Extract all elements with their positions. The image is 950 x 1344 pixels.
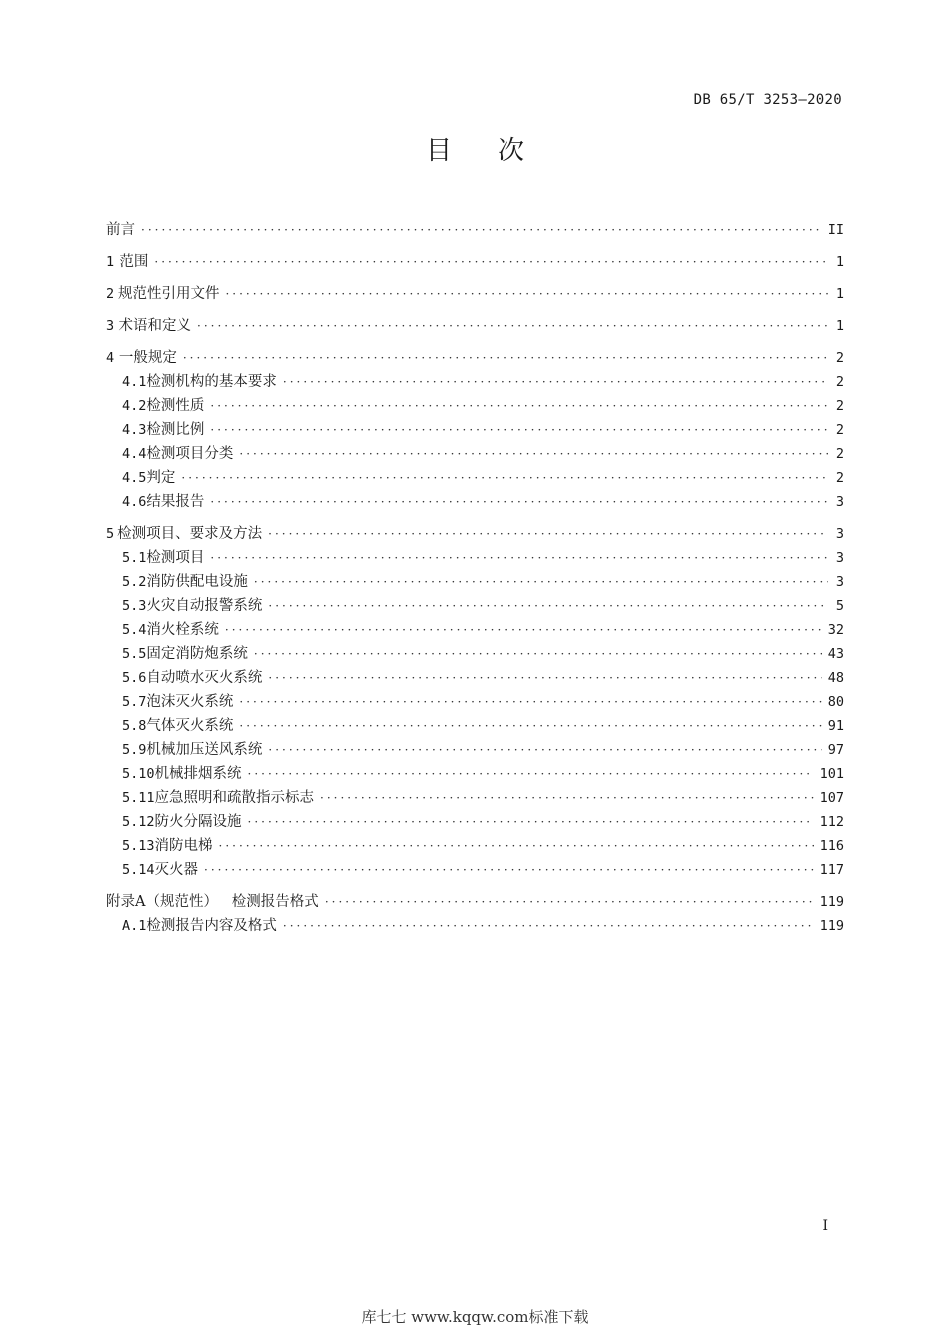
toc-entry[interactable]: [106, 618, 844, 642]
toc-entry-page: 101: [819, 766, 844, 782]
toc-entry-page: 97: [827, 742, 844, 758]
toc-entry[interactable]: [106, 218, 844, 242]
toc-entry-label: 术语和定义: [118, 318, 192, 334]
toc-entry-label: 防火分隔设施: [154, 814, 242, 830]
toc-entry-page: II: [827, 222, 844, 238]
toc-entry-label: 自动喷水灭火系统: [146, 670, 263, 686]
toc-entry-page: 1: [835, 254, 844, 270]
toc-leader-dots: [239, 714, 821, 738]
toc-entry-label: 火灾自动报警系统: [146, 598, 263, 614]
toc-entry-page: 107: [819, 790, 844, 806]
toc-entry-label: 消防电梯: [154, 838, 213, 854]
toc-entry-page: 1: [835, 318, 844, 334]
toc-entry-page: 116: [819, 838, 844, 854]
toc-entry[interactable]: [106, 250, 844, 274]
toc-entry-label: 消防供配电设施: [146, 574, 248, 590]
toc-entry-label: 检测比例: [146, 422, 205, 438]
toc-leader-dots: [268, 666, 821, 690]
toc-entry-label: 泡沫灭火系统: [146, 694, 234, 710]
toc-entry-page: 32: [827, 622, 844, 638]
toc-leader-dots: [219, 834, 814, 858]
toc-leader-dots: [183, 346, 828, 370]
toc-entry-page: 3: [835, 550, 844, 566]
toc-entry-page: 43: [827, 646, 844, 662]
toc-entry[interactable]: [106, 442, 844, 466]
page-title: 目次: [425, 136, 570, 166]
toc-leader-dots: [210, 490, 828, 514]
toc-entry-number: 5.10: [122, 766, 155, 782]
toc-entry[interactable]: [106, 418, 844, 442]
toc-entry-number: 5.6: [122, 670, 147, 686]
toc-entry-label: 附录A（规范性） 检测报告格式: [106, 894, 319, 910]
toc-entry-page: 2: [835, 470, 844, 486]
toc-leader-dots: [254, 642, 822, 666]
toc-entry-number: 4.6: [122, 494, 147, 510]
toc-leader-dots: [225, 618, 822, 642]
toc-entry-number: 4.2: [122, 398, 147, 414]
toc-leader-dots: [268, 522, 828, 546]
toc-entry-page: 91: [827, 718, 844, 734]
toc-entry-label: 一般规定: [118, 350, 177, 366]
toc-entry-label: 检测项目: [146, 550, 205, 566]
toc-entry-number: 5.9: [122, 742, 147, 758]
toc-leader-dots: [325, 890, 814, 914]
toc-leader-dots: [239, 442, 828, 466]
toc-entry-page: 112: [819, 814, 844, 830]
toc-entry-number: 5.12: [122, 814, 155, 830]
toc-entry-label: 判定: [146, 470, 176, 486]
table-of-contents: [106, 218, 844, 938]
toc-entry[interactable]: [106, 394, 844, 418]
toc-entry-number: 4.1: [122, 374, 147, 390]
toc-entry-page: 2: [835, 374, 844, 390]
toc-entry-page: 5: [835, 598, 844, 614]
toc-entry-number: 4.3: [122, 422, 147, 438]
toc-leader-dots: [268, 594, 828, 618]
toc-entry[interactable]: [106, 346, 844, 370]
toc-entry-page: 2: [835, 398, 844, 414]
toc-entry-number: 5.2: [122, 574, 147, 590]
toc-entry-number: 5.1: [122, 550, 147, 566]
toc-leader-dots: [204, 858, 814, 882]
toc-entry-number: 5.11: [122, 790, 155, 806]
toc-entry-number: 5.13: [122, 838, 155, 854]
toc-entry[interactable]: [106, 594, 844, 618]
toc-entry[interactable]: [106, 370, 844, 394]
toc-entry-label: 范围: [119, 254, 149, 270]
toc-entry-page: 2: [835, 350, 844, 366]
toc-entry[interactable]: [106, 738, 844, 762]
toc-entry-number: 4.4: [122, 446, 147, 462]
toc-entry-label: 固定消防炮系统: [146, 646, 248, 662]
toc-leader-dots: [254, 570, 828, 594]
toc-entry-label: 前言: [106, 222, 135, 238]
toc-entry-number: 5.5: [122, 646, 147, 662]
toc-entry-label: 机械加压送风系统: [146, 742, 263, 758]
toc-entry-page: 119: [819, 918, 844, 934]
toc-entry-page: 2: [835, 446, 844, 462]
page-number: I: [822, 1218, 828, 1234]
toc-entry-label: 应急照明和疏散指示标志: [154, 790, 315, 806]
toc-entry[interactable]: [106, 282, 844, 306]
toc-entry-number: 2: [106, 286, 115, 302]
toc-entry[interactable]: [106, 762, 844, 786]
toc-entry-number: 4: [106, 350, 115, 366]
toc-entry-page: 119: [819, 894, 844, 910]
toc-leader-dots: [197, 314, 828, 338]
toc-entry-page: 80: [827, 694, 844, 710]
toc-leader-dots: [320, 786, 814, 810]
toc-entry-label: 结果报告: [146, 494, 205, 510]
toc-entry[interactable]: [106, 466, 844, 490]
toc-entry-number: 5.14: [122, 862, 155, 878]
toc-entry-page: 48: [827, 670, 844, 686]
toc-entry[interactable]: [106, 858, 844, 882]
toc-leader-dots: [283, 914, 814, 938]
toc-entry[interactable]: [106, 714, 844, 738]
toc-leader-dots: [210, 418, 828, 442]
toc-entry[interactable]: [106, 690, 844, 714]
toc-leader-dots: [268, 738, 821, 762]
toc-entry-page: 1: [835, 286, 844, 302]
toc-entry-number: 5.8: [122, 718, 147, 734]
toc-entry[interactable]: [106, 490, 844, 514]
toc-entry-number: 5.3: [122, 598, 147, 614]
toc-entry-page: 3: [835, 574, 844, 590]
toc-entry-label: 机械排烟系统: [154, 766, 242, 782]
toc-leader-dots: [283, 370, 828, 394]
toc-entry[interactable]: [106, 890, 844, 914]
toc-entry-label: 检测机构的基本要求: [146, 374, 277, 390]
toc-entry-page: 3: [835, 494, 844, 510]
toc-entry-number: 3: [106, 318, 115, 334]
toc-entry-number: A.1: [122, 918, 147, 934]
toc-entry-number: 5: [106, 526, 115, 542]
toc-entry-page: 2: [835, 422, 844, 438]
toc-entry-label: 消火栓系统: [146, 622, 219, 638]
toc-entry[interactable]: [106, 810, 844, 834]
toc-entry[interactable]: [106, 314, 844, 338]
toc-leader-dots: [210, 546, 828, 570]
toc-entry[interactable]: [106, 666, 844, 690]
toc-entry[interactable]: [106, 786, 844, 810]
toc-entry-label: 检测报告内容及格式: [146, 918, 277, 934]
toc-entry-number: 5.7: [122, 694, 147, 710]
toc-entry[interactable]: [106, 546, 844, 570]
toc-leader-dots: [225, 282, 828, 306]
document-code: DB 65/T 3253—2020: [693, 92, 842, 108]
toc-entry-label: 气体灭火系统: [146, 718, 234, 734]
toc-leader-dots: [154, 250, 828, 274]
footer-watermark: 库七七 www.kqqw.com标准下载: [361, 1308, 589, 1326]
toc-entry-number: 5.4: [122, 622, 147, 638]
toc-leader-dots: [248, 762, 814, 786]
toc-entry-page: 117: [819, 862, 844, 878]
toc-entry[interactable]: [106, 834, 844, 858]
toc-leader-dots: [141, 218, 822, 242]
toc-leader-dots: [248, 810, 814, 834]
toc-leader-dots: [210, 394, 828, 418]
toc-entry-page: 3: [835, 526, 844, 542]
toc-entry-label: 检测性质: [146, 398, 205, 414]
toc-entry-label: 灭火器: [154, 862, 199, 878]
toc-entry[interactable]: [106, 570, 844, 594]
toc-leader-dots: [181, 466, 828, 490]
toc-entry[interactable]: [106, 642, 844, 666]
toc-entry-number: 1: [106, 254, 115, 270]
toc-entry-label: 规范性引用文件: [117, 286, 220, 302]
toc-entry-label: 检测项目分类: [146, 446, 234, 462]
toc-entry-number: 4.5: [122, 470, 147, 486]
toc-entry[interactable]: [106, 914, 844, 938]
toc-leader-dots: [239, 690, 821, 714]
toc-entry[interactable]: [106, 522, 844, 546]
toc-entry-label: 检测项目、要求及方法: [117, 526, 263, 542]
